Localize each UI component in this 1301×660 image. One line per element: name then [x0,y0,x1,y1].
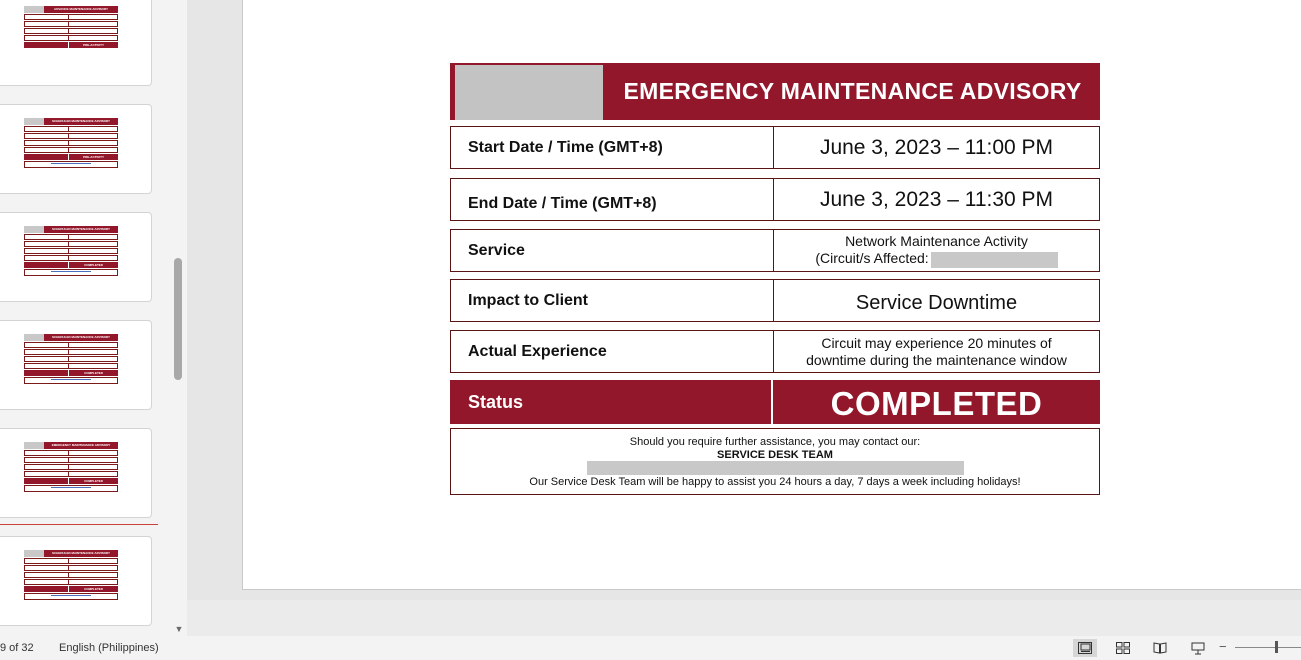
slide-thumbnail[interactable] [0,320,152,410]
redacted-circuit [931,252,1058,268]
row-status[interactable] [450,380,1100,424]
experience-line-1: Circuit may experience 20 minutes of [821,334,1052,351]
status-label: Status [450,380,773,424]
zoom-slider[interactable] [1235,647,1301,648]
service-line-1: Network Maintenance Activity [845,233,1028,250]
row-value [774,230,1099,271]
row-service[interactable] [450,229,1100,272]
row-impact[interactable] [450,279,1100,322]
slide-editor [187,0,1301,636]
experience-line-2: downtime during the maintenance window [806,351,1067,368]
slide-thumbnail[interactable] [0,104,152,194]
status-bar [0,636,1301,660]
normal-view-icon[interactable] [1073,639,1097,657]
advisory-title[interactable]: EMERGENCY MAINTENANCE ADVISORY [623,78,1082,104]
advisory-footer[interactable] [450,428,1100,495]
redacted-logo [455,65,603,120]
service-desk-team: SERVICE DESK TEAM [717,449,833,461]
service-line-2: (Circuit/s Affected: [815,250,1057,267]
row-label: Service [451,230,774,271]
slide-thumbnail[interactable] [0,536,152,626]
row-end-date[interactable] [450,178,1100,221]
slide-thumbnail[interactable] [0,0,152,86]
insertion-marker [0,524,158,525]
row-label: End Date / Time (GMT+8) [451,179,774,220]
scroll-down-icon[interactable]: ▼ [174,624,184,634]
zoom-out-icon[interactable]: − [1219,639,1227,654]
reading-view-icon[interactable] [1148,639,1172,657]
row-value: Service Downtime [855,292,1018,314]
slide-thumbnail[interactable] [0,212,152,302]
footer-line: Should you require further assistance, you may contact our: [629,436,921,448]
row-label: Actual Experience [451,331,774,372]
advisory-header [450,63,1100,120]
row-label: Start Date / Time (GMT+8) [451,127,774,168]
slide-thumbnail[interactable] [0,428,152,518]
row-value [774,331,1099,372]
row-actual-experience[interactable] [450,330,1100,373]
thumbnail-preview: SCHEDULED MAINTENANCE ADVISORY COMPLETED [24,550,118,614]
thumbnail-preview: SCHEDULED MAINTENANCE ADVISORY COMPLETED [24,334,118,398]
slide-canvas[interactable] [242,0,1301,590]
thumbnail-preview: ADVANCE MAINTENANCE ADVISORY PRE-ACTIVITY [24,6,118,70]
thumbnail-scrollbar[interactable] [171,0,187,636]
status-value: COMPLETED [830,385,1043,422]
row-label: Impact to Client [451,280,774,321]
thumbnail-preview: SCHEDULED MAINTENANCE ADVISORY COMPLETED [24,226,118,290]
language-indicator[interactable]: English (Philippines) [59,642,159,654]
thumbnail-preview: SCHEDULED MAINTENANCE ADVISORY PRE-ACTIVITY [24,118,118,182]
slideshow-icon[interactable] [1186,639,1210,657]
slide-counter[interactable]: 9 of 32 [0,642,34,654]
slide-thumbnail-panel[interactable] [0,0,171,636]
thumbnail-preview: EMERGENCY MAINTENANCE ADVISORY COMPLETED [24,442,118,506]
row-value: June 3, 2023 – 11:30 PM [819,187,1054,211]
zoom-slider-handle[interactable] [1275,641,1278,653]
row-value: June 3, 2023 – 11:00 PM [819,135,1054,159]
row-start-date[interactable] [450,126,1100,169]
redacted-contact [587,461,964,475]
slide-sorter-icon[interactable] [1111,639,1135,657]
scrollbar-thumb[interactable] [174,258,182,380]
footer-closing: Our Service Desk Team will be happy to assist you 24 hours a day, 7 days a week including holidays! [529,476,1021,488]
editor-bottom-area [187,600,1301,636]
